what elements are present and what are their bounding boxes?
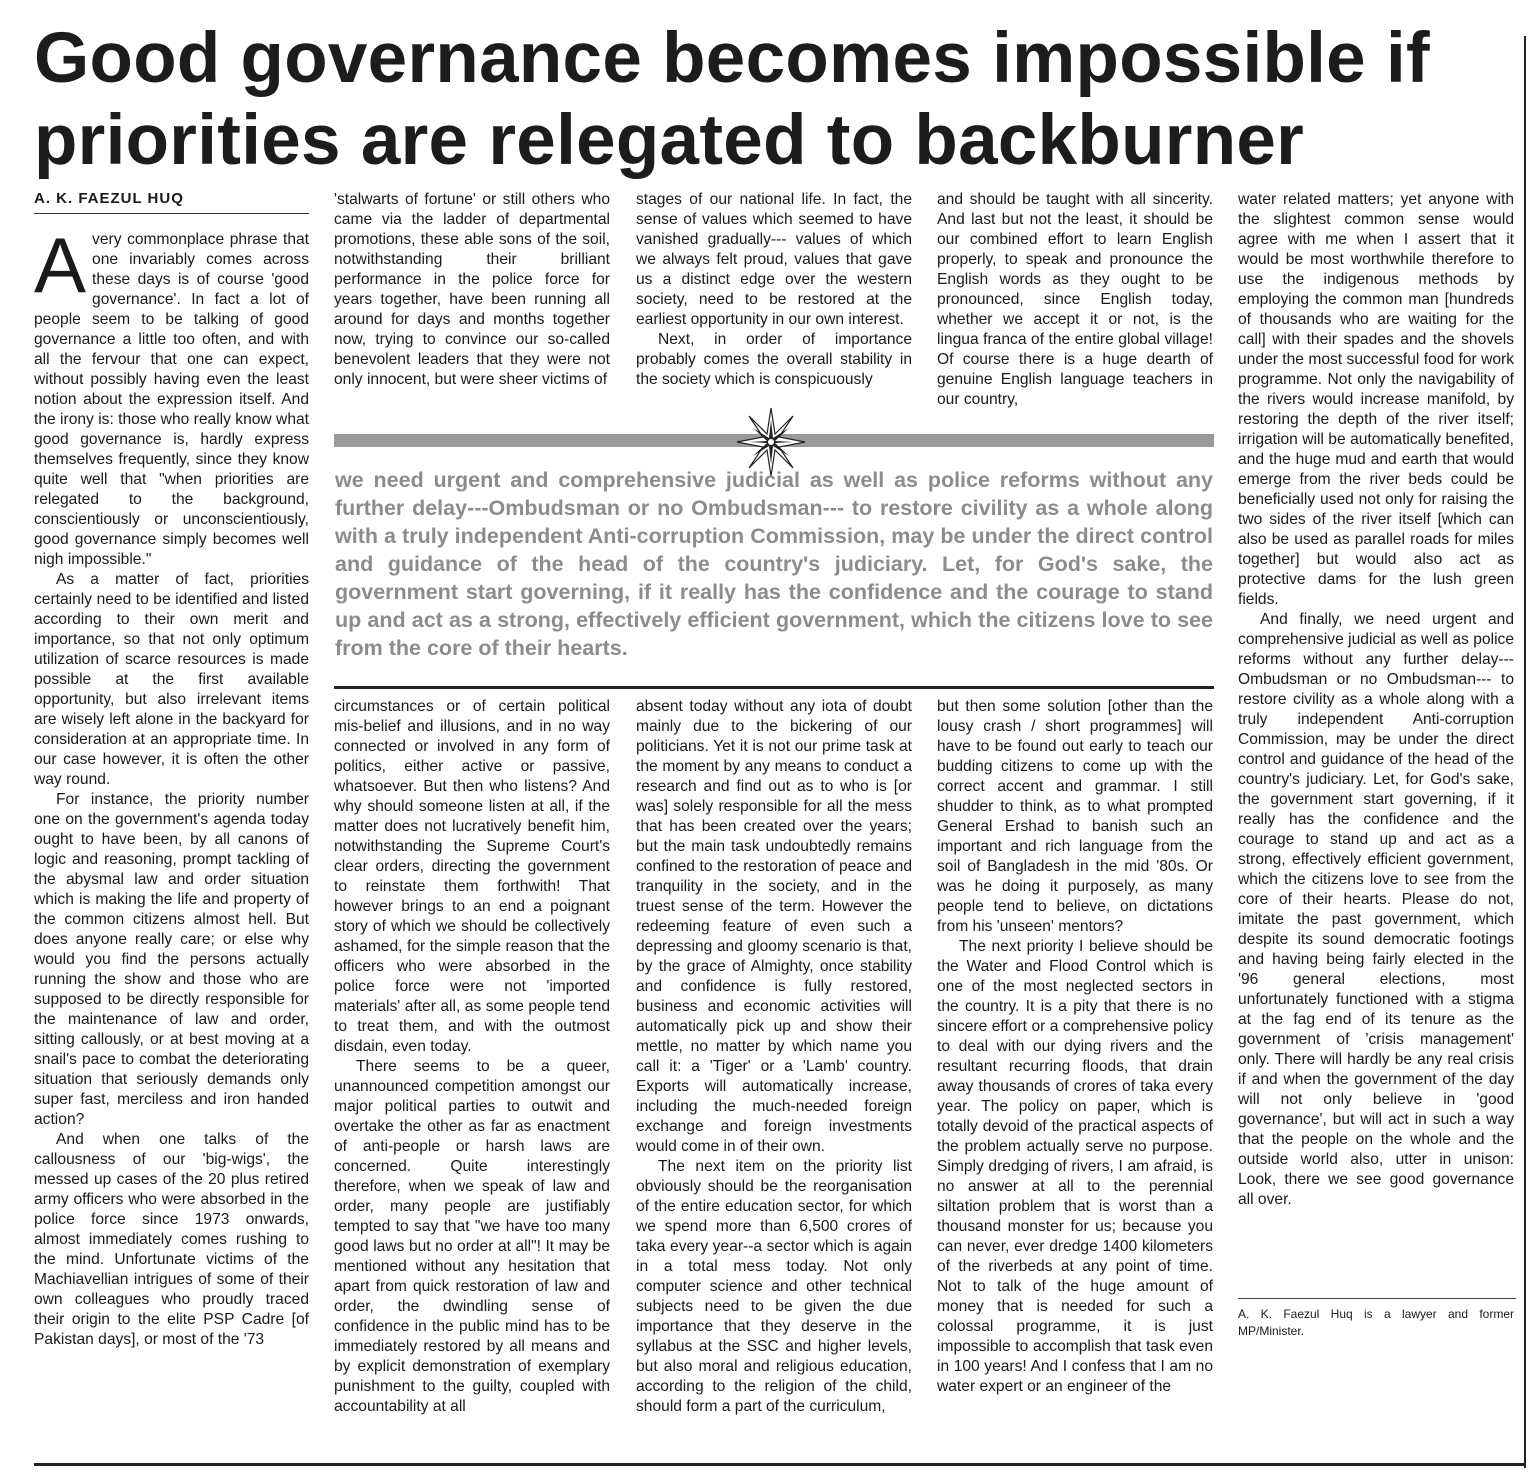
paragraph: absent today without any iota of doubt mainly due to the bickering of our politicians. Yet it is not our prime task at the moment by any means to conduct a research and find out as to who is [or was] solely responsible for all the mess that has been created over the years; but the main task undoubtedly remains confined to the restoration of peace and tranquility in the society, and in the truest sense of the term. However the redeeming feature of even such a depressing and gloomy scenario is that, by the grace of Almighty, once stability and confidence is fully restored, business and economic activities will automatically pick up and show their mettle, no matter by which name you call it: a 'Tiger' or a 'Lamb' country. Exports will automatically increase, including the much-needed foreign exchange and foreign investments would come in of their own. <box>636 698 912 1155</box>
bio-divider <box>1238 1298 1516 1299</box>
headline <box>34 18 1494 182</box>
paragraph: And finally, we need urgent and comprehensive judicial as well as police reforms without any further delay---Ombudsman or no Ombudsman--- to restore civility as a whole along with a truly independent Anti-corruption Commission, may be under the direct control and guidance of the head of the country's judiciary. Let, for God's sake, the government start governing, if it really has the confidence and the courage to stand up and act as a strong, effectively efficient government, which the citizens love to see from the core of their hearts. Please do not, imitate the past government, which despite its sound democratic footings and having being fairly elected in the '96 general elections, most unfortunately functioned with a stigma at the fag end of its tenure as the government of 'crisis management' only. There will hardly be any real crisis if and when the government of the day will not only believe in 'good governance', but will act in such a way that the people on the whole and the outside world also, utter in unison: Look, there we see good governance all over. <box>1238 611 1514 1208</box>
paragraph: water related matters; yet anyone with the slightest common sense would agree with me when I assert that it would be most worthwhile therefore to use the indigenous methods by employing the common man [hundreds of thousands who are waiting for the call] with their spades and the shovels under the most successful food for work programme. Not only the navigability of the rivers would increase manifold, by restoring the depth of the river itself; irrigation will be automatically benefited, and the huge mud and earth that would emerge from the river beds could be beneficially used not only for raising the two sides of the river itself [which can also be used as parallel roads for miles together] but would also act as protective dams for the lush green fields. <box>1238 191 1514 608</box>
right-column-rule <box>1524 36 1526 1468</box>
headline-line-2: priorities are relegated to backburner <box>34 101 1305 180</box>
column-1 <box>34 221 309 1350</box>
paragraph: For instance, the priority number one on the government's agenda today ought to have been, by all canons of logic and reasoning, prompt tackling of the abysmal law and order situation which is making the life and property of the common citizens almost hell. But does anyone really care; or else why would you find the persons actually running the show and those who are supposed to be directly responsible for the maintenance of law and order, sitting callously, or at best moving at a snail's pace to combat the deteriorating situation that seriously demands only super fast, merciless and iron handed action? <box>34 791 309 1128</box>
paragraph: 'stalwarts of fortune' or still others who came via the ladder of departmental promotions, these able sons of the soil, notwithstanding their brilliant performance in the police force for years together, have been running all around for days and months together now, trying to convince our so-called benevolent leaders that they were not only innocent, but were sheer victims of <box>334 191 610 388</box>
paragraph-text: very commonplace phrase that one invariably comes across these days is of course 'good governance'. In fact a lot of people seem to be talking of good governance a little too often, and with all the fervour that one can expect, without possibly having even the least notion about the expression itself. And the irony is: those who really know what good governance is, hardly express themselves frequently, since they know quite well that "when priorities are relegated to the background, conscientiously or unconscientiously, good governance simply becomes well nigh impossible." <box>34 231 309 568</box>
paragraph: but then some solution [other than the lousy crash / short programmes] will have to be found out early to teach our budding citizens to come up with the correct accent and grammar. I still shudder to think, as to what prompted General Ershad to banish such an important and rich language from the soil of Bangladesh in the mid '80s. Or was he doing it purposely, as many people tend to believe, on dictations from his 'unseen' mentors? <box>937 698 1213 935</box>
paragraph: There seems to be a queer, unannounced competition amongst our major political parties to outwit and overtake the other as far as enactment of anti-people or harsh laws are concerned. Quite interestingly therefore, when we speak of law and order, many people are justifiably tempted to say that "we have too many good laws but no order at all"! It may be mentioned without any hesitation that apart from quick restoration of law and order, the dwindling sense of confidence in the public mind has to be immediately restored by all means and by explicit demonstration of exemplary punishment to the guilty, coupled with accountability at all <box>334 1058 610 1415</box>
column-4-bottom <box>937 697 1213 1397</box>
paragraph: The next item on the priority list obviously should be the reorganisation of the entire education sector, for which we spend more than 6,500 crores of taka every year--a sector which is again in a total mess today. Not only computer science and other technical subjects need to be given the due importance that they deserve in the syllabus at the SSC and higher levels, but also moral and religious education, according to the religion of the child, should form a part of the curriculum, <box>636 1158 912 1415</box>
headline-line-1: Good governance becomes impossible if <box>34 19 1430 98</box>
pullquote-rule <box>334 686 1214 689</box>
pullquote: we need urgent and comprehensive judicial as well as police reforms without any further delay---Ombudsman or no Ombudsman--- to restore civility as a whole along with a truly independent Anti-corruption Commission, may be under the direct control and guidance of the head of the country's judiciary. Let, for God's sake, the government start governing, if it really has the confidence and the courage to stand up and act as a strong, effectively efficient government, which the citizens love to see from the core of their hearts. <box>335 468 1213 660</box>
paragraph: stages of our national life. In fact, the sense of values which seemed to have vanished gradually--- values of which we always felt proud, values that gave us a distinct edge over the western society, need to be restored at the earliest opportunity in our own interest. <box>636 191 912 328</box>
byline: A. K. FAEZUL HUQ <box>34 190 309 214</box>
paragraph <box>34 221 309 570</box>
drop-cap: A <box>34 221 87 309</box>
column-3-top <box>636 190 912 390</box>
column-5 <box>1238 190 1514 1210</box>
author-bio: A. K. Faezul Huq is a lawyer and former MP/Minister. <box>1238 1307 1514 1338</box>
column-2-top <box>334 190 610 390</box>
paragraph: Next, in order of importance probably comes the overall stability in the society which is conspicuously <box>636 331 912 388</box>
column-2-bottom <box>334 697 610 1417</box>
paragraph: As a matter of fact, priorities certainly need to be identified and listed according to their own merit and importance, so that not only optimum utilization of scarce resources is made possible at the first available opportunity, but also irrelevant items are wisely left alone in the backyard for consideration at an appropriate time. In our case however, it is often the other way round. <box>34 571 309 788</box>
column-3-bottom <box>636 697 912 1417</box>
column-4-top <box>937 190 1213 410</box>
page-bottom-rule <box>34 1463 1526 1466</box>
paragraph: circumstances or of certain political mis-belief and illusions, and in no way connected or involved in any form of politics, either active or passive, whatsoever. But then who listens? And why should someone listen at all, if the matter does not lucratively benefit him, notwithstanding the Supreme Court's clear orders, directing the government to reinstate them forthwith! That however brings to an end a poignant story of which we should be collectively ashamed, for the simple reason that the officers who were absorbed in the police force were not 'imported materials' after all, as some people tend to treat them, and with the outmost disdain, even today. <box>334 698 610 1055</box>
paragraph: and should be taught with all sincerity. And last but not the least, it should be our combined effort to learn English properly, to speak and pronounce the English words as they ought to be pronounced, since English today, whether we accept it or not, is the lingua franca of the entire global village! Of course there is a huge dearth of genuine English language teachers in our country, <box>937 191 1213 408</box>
paragraph: And when one talks of the callousness of our 'big-wigs', the messed up cases of the 20 plus retired army officers who were absorbed in the police force since 1973 onwards, almost immediately comes rushing to the mind. Unfortunate victims of the Machiavellian intrigues of some of their own colleagues who proudly traced their origin to the elite PSP Cadre [of Pakistan days], or most of the '73 <box>34 1131 309 1348</box>
paragraph: The next priority I believe should be the Water and Flood Control which is one of the most neglected sectors in the country. It is a pity that there is no sincere effort or a comprehensive policy to deal with our dying rivers and the resultant recurring floods, that drain away thousands of crores of taka every year. The policy on paper, which is totally devoid of the practical aspects of the problem actually serve no purpose. Simply dredging of rivers, I am afraid, is no answer at all to the perennial siltation problem that is worst than a thousand monster for us; because you can never, ever dredge 1400 kilometers of the riverbeds at any point of time. Not to talk of the huge amount of money that is needed for such a colossal programme, it is just impossible to accomplish that task even in 100 years! And I confess that I am no water expert or an engineer of the <box>937 938 1213 1395</box>
